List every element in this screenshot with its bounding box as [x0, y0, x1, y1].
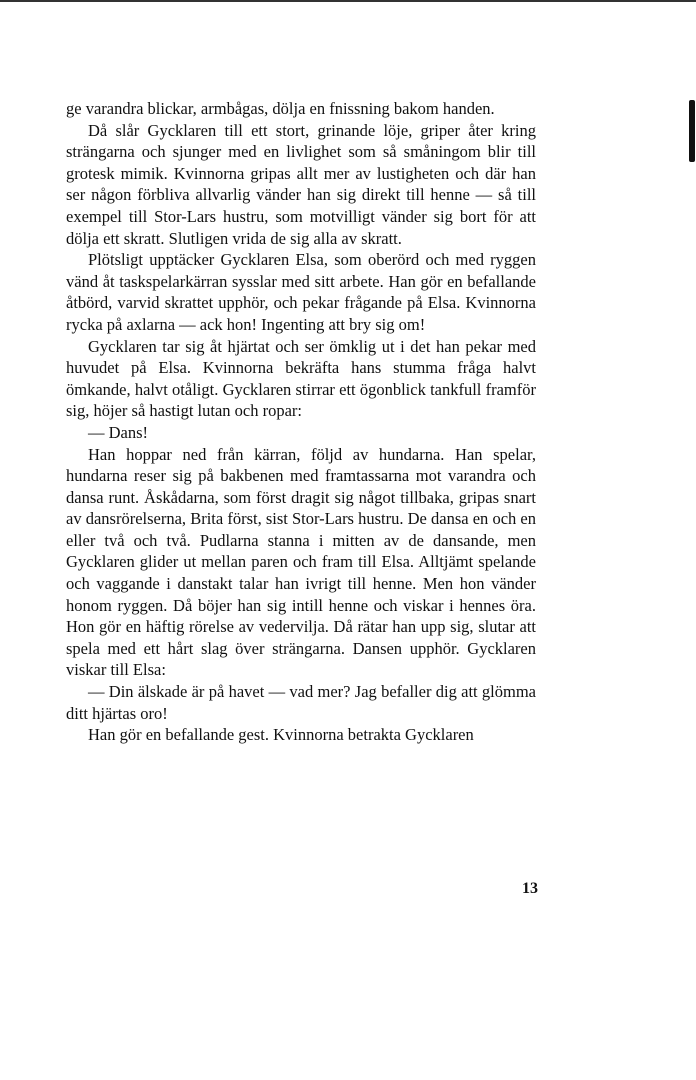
paragraph: — Dans! — [88, 422, 149, 442]
paragraph: Gycklaren tar sig åt hjärtat och ser ömklig ut i det han pekar med huvudet på Elsa. Kvinnorna bekräfta hans stumma fråga halvt ömkande, halvt otåligt. Gycklaren stirrar ett ögonblick tankfull framför sig, höjer så hastigt lutan och ropar: — [66, 336, 536, 421]
top-border-line — [0, 0, 696, 2]
paragraph: Han hoppar ned från kärran, följd av hundarna. Han spelar, hundarna reser sig på bakbenen med framtassarna mot varandra och dansa runt. Åskådarna, som först dragit sig något tillbaka, gripas snart av dansrörelserna, Brita först, sist Stor-Lars hustru. De dansa en och en eller två och två. Pudlarna stanna i mitten av de dansande, men Gycklaren glider ut mellan paren och fram till Elsa. Alltjämt spelande och vaggande i danstakt talar han ivrigt till henne. Men hon vänder honom ryggen. Då böjer han sig intill henne och viskar i hennes öra. Hon gör en häftig rörelse av vedervilja. Då rätar han upp sig, slutar att spela med ett hårt slag över strängarna. Dansen upphör. Gycklaren viskar till Elsa: — [66, 444, 536, 680]
page-number: 13 — [522, 880, 538, 897]
paragraph: Då slår Gycklaren till ett stort, grinande löje, griper åter kring strängarna och sjunger med en livlighet som så småningom blir till grotesk mimik. Kvinnorna gripas allt mer av lustigheten och där han ser någon förbliva allvarlig vänder han sig direkt till henne — så till exempel till Stor-Lars hustru, som motvilligt vänder sig bort för att dölja ett skratt. Slutligen vrida de sig alla av skratt. — [66, 120, 536, 248]
paragraph: ge varandra blickar, armbågas, dölja en fnissning bakom handen. — [66, 99, 495, 118]
body-text — [66, 98, 536, 746]
page-edge-mark — [689, 100, 695, 162]
paragraph: Han gör en befallande gest. Kvinnorna betrakta Gycklaren — [88, 725, 474, 745]
paragraph: Plötsligt upptäcker Gycklaren Elsa, som oberörd och med ryggen vänd åt taskspelarkärran sysslar med sitt arbete. Han gör en befallande åtbörd, varvid skrattet upphör, och pekar frågande på Elsa. Kvinnorna rycka på axlarna — ack hon! Ingenting att bry sig om! — [66, 250, 536, 334]
paragraph: — Din älskade är på havet — vad mer? Jag befaller dig att glömma ditt hjärtas oro! — [66, 682, 536, 723]
